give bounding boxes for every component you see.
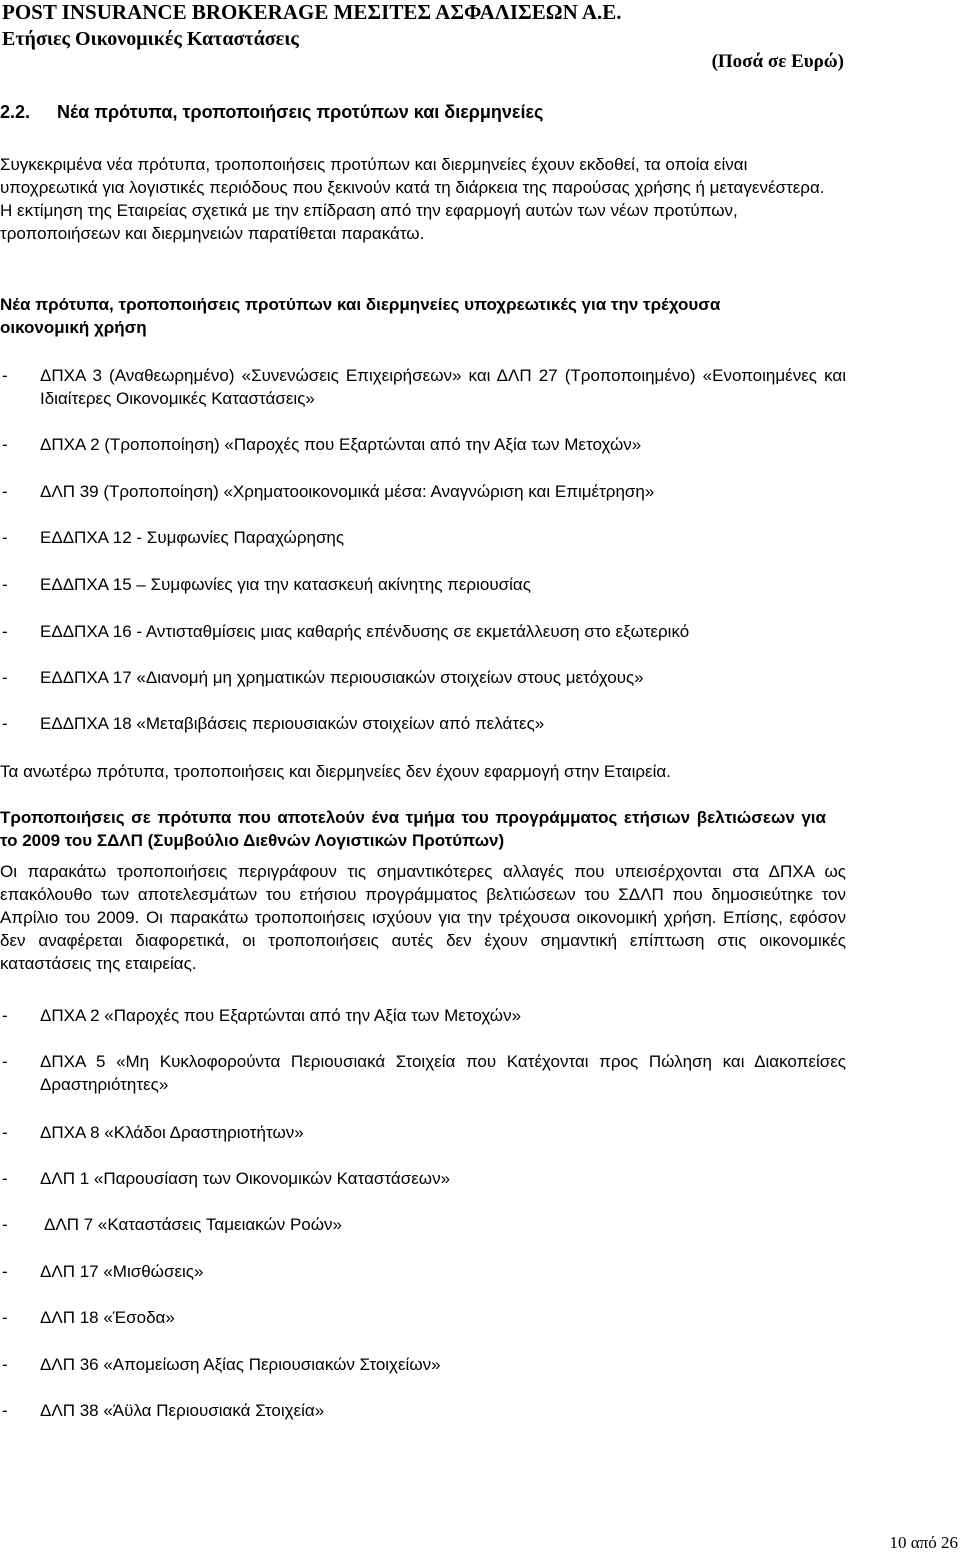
list-item-text: ΔΛΠ 18 «Έσοδα» xyxy=(40,1308,175,1327)
list-dash: - xyxy=(2,1123,8,1142)
company-name-header: POST INSURANCE BROKERAGE ΜΕΣΙΤΕΣ ΑΣΦΑΛΙΣΕΩΝ Α.Ε. xyxy=(2,0,622,24)
list-item xyxy=(0,712,846,735)
not-applicable-note: Τα ανωτέρω πρότυπα, τροποποιήσεις και διερμηνείες δεν έχουν εφαρμογή στην Εταιρεία. xyxy=(0,762,671,781)
list-item-text: ΕΔΔΠΧΑ 18 «Μεταβιβάσεις περιουσιακών στοιχείων από πελάτες» xyxy=(40,714,545,733)
list-item-text: ΕΔΔΠΧΑ 12 - Συμφωνίες Παραχώρησης xyxy=(40,528,345,547)
list-item-text: ΔΛΠ 7 «Καταστάσεις Ταμειακών Ροών» xyxy=(44,1215,342,1234)
list-item xyxy=(0,1260,846,1283)
list-item xyxy=(0,364,846,410)
list-dash: - xyxy=(2,1215,8,1234)
currency-note: (Ποσά σε Ευρώ) xyxy=(711,51,844,72)
list-dash: - xyxy=(2,1401,8,1420)
list-item-text: ΔΠΧΑ 5 «Μη Κυκλοφορούντα Περιουσιακά Στοιχεία που Κατέχονται προς Πώληση και Διακοπείσες Δραστηριότητες» xyxy=(40,1052,846,1094)
list-dash: - xyxy=(2,1006,8,1025)
list-item-text: ΔΛΠ 39 (Τροποποίηση) «Χρηματοοικονομικά μέσα: Αναγνώριση και Επιμέτρηση» xyxy=(40,482,655,501)
list-item-text: ΕΔΔΠΧΑ 16 - Αντισταθμίσεις μιας καθαρής επένδυσης σε εκμετάλλευση στο εξωτερικό xyxy=(40,622,690,641)
list-dash: - xyxy=(2,1052,8,1071)
list-item xyxy=(0,1213,846,1236)
subheading-mandatory-standards: Νέα πρότυπα, τροποποιήσεις προτύπων και διερμηνείες υποχρεωτικές για την τρέχουσα οικονομική χρήση xyxy=(0,295,721,337)
list-dash: - xyxy=(2,1262,8,1281)
list-dash: - xyxy=(2,575,8,594)
list-item xyxy=(0,480,846,503)
list-item xyxy=(0,526,846,549)
list-item xyxy=(0,573,846,596)
list-item-text: ΔΠΧΑ 8 «Κλάδοι Δραστηριοτήτων» xyxy=(40,1123,304,1142)
list-item-text: ΔΛΠ 1 «Παρουσίαση των Οικονομικών Καταστάσεων» xyxy=(40,1169,451,1188)
list-dash: - xyxy=(2,1169,8,1188)
list-item xyxy=(0,666,846,689)
list-item xyxy=(0,1399,846,1422)
list-item-text: ΔΠΧΑ 2 «Παροχές που Εξαρτώνται από την Αξία των Μετοχών» xyxy=(40,1006,522,1025)
list-item xyxy=(0,620,846,643)
page-number: 10 από 26 xyxy=(889,1533,958,1552)
list-item-text: ΕΔΔΠΧΑ 15 – Συμφωνίες για την κατασκευή ακίνητης περιουσίας xyxy=(40,575,531,594)
list-item-text: ΔΛΠ 17 «Μισθώσεις» xyxy=(40,1262,204,1281)
list-dash: - xyxy=(2,1308,8,1327)
list-dash: - xyxy=(2,528,8,547)
list-item xyxy=(0,1306,846,1329)
list-dash: - xyxy=(2,435,8,454)
list-dash: - xyxy=(2,622,8,641)
list-item-text: ΕΔΔΠΧΑ 17 «Διανομή μη χρηματικών περιουσιακών στοιχείων στους μετόχους» xyxy=(40,668,644,687)
list-item-text: ΔΛΠ 38 «Άϋλα Περιουσιακά Στοιχεία» xyxy=(40,1401,325,1420)
list-item xyxy=(0,1004,846,1027)
list-item-text: ΔΛΠ 36 «Απομείωση Αξίας Περιουσιακών Στοιχείων» xyxy=(40,1355,441,1374)
subheading-annual-improvements: Τροποποιήσεις σε πρότυπα που αποτελούν ένα τμήμα του προγράμματος ετήσιων βελτιώσεων για το 2009 του ΣΔΛΠ (Συμβούλιο Διεθνών Λογιστικών Προτύπων) xyxy=(0,808,826,850)
list-dash: - xyxy=(2,482,8,501)
intro-paragraph: Συγκεκριμένα νέα πρότυπα, τροποποιήσεις προτύπων και διερμηνείες έχουν εκδοθεί, τα οποία είναι υποχρεωτικά για λογιστικές περιόδους που ξεκινούν κατά τη διάρκεια της παρούσας χρήσης ή μεταγενέστερα. Η εκτίμηση της Εταιρείας σχετικά με την επίδραση από την εφαρμογή αυτών των νέων προτύπων, τροποποιήσεων και διερμηνειών παρατίθεται παρακάτω. xyxy=(0,155,825,243)
list-dash: - xyxy=(2,1355,8,1374)
section-number: 2.2. xyxy=(0,102,31,122)
list-item xyxy=(0,1121,846,1144)
section-heading xyxy=(0,100,543,124)
list-item xyxy=(0,1050,846,1096)
list-dash: - xyxy=(2,714,8,733)
annual-improvements-paragraph: Οι παρακάτω τροποποιήσεις περιγράφουν τις σημαντικότερες αλλαγές που υπεισέρχονται στα ΔΠΧΑ ως επακόλουθο των αποτελεσμάτων του ετήσιου προγράμματος βελτιώσεων του ΣΔΛΠ που δημοσιεύτηκε τον Απρίλιο του 2009. Οι παρακάτω τροποποιήσεις ισχύουν για την τρέχουσα οικονομική χρήση. Επίσης, εφόσον δεν αναφέρεται διαφορετικά, οι τροποποιήσεις αυτές δεν έχουν σημαντική επίπτωση στις οικονομικές καταστάσεις της εταιρείας. xyxy=(0,862,846,973)
list-item xyxy=(0,1167,846,1190)
report-subtitle: Ετήσιες Οικονομικές Καταστάσεις xyxy=(2,28,299,50)
list-item-text: ΔΠΧΑ 2 (Τροποποίηση) «Παροχές που Εξαρτώνται από την Αξία των Μετοχών» xyxy=(40,435,642,454)
section-title: Νέα πρότυπα, τροποποιήσεις προτύπων και διερμηνείες xyxy=(57,102,544,122)
list-item xyxy=(0,1353,846,1376)
list-item-text: ΔΠΧΑ 3 (Αναθεωρημένο) «Συνενώσεις Επιχειρήσεων» και ΔΛΠ 27 (Τροποποιημένο) «Ενοποιημένες και Ιδιαίτερες Οικονομικές Καταστάσεις» xyxy=(40,366,846,408)
list-dash: - xyxy=(2,668,8,687)
list-item xyxy=(0,433,846,456)
list-dash: - xyxy=(2,366,8,385)
